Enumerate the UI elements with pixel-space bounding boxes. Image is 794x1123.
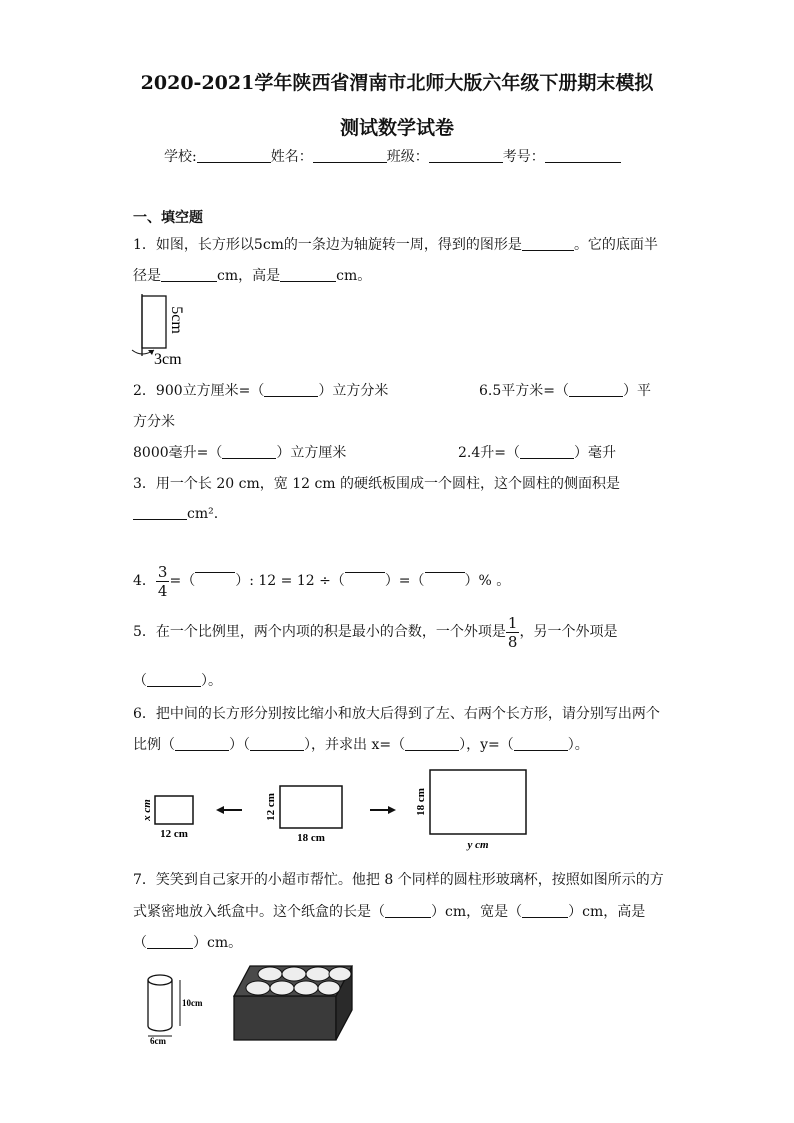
q4-fraction-den: 4 bbox=[157, 581, 168, 600]
q5-line1 bbox=[133, 612, 617, 652]
q5-fraction-num: 1 bbox=[507, 613, 518, 632]
q5-text-a: 5．在一个比例里，两个内项的积是最小的合数，一个外项是 bbox=[133, 624, 506, 640]
q4-prefix: 4． bbox=[133, 573, 156, 589]
q1-text-d: cm，高是 bbox=[217, 268, 281, 284]
q4-blank-3[interactable] bbox=[425, 558, 465, 573]
q3-line1: 3．用一个长 20 cm，宽 12 cm 的硬纸板围成一个圆柱，这个圆柱的侧面积是 bbox=[133, 476, 621, 492]
id-label: 考号： bbox=[502, 149, 545, 165]
school-label: 学校: bbox=[164, 149, 197, 165]
q1-text-c: 径是 bbox=[133, 268, 161, 284]
q7-blank-height[interactable] bbox=[147, 934, 193, 949]
q7-c1: （ bbox=[133, 935, 147, 951]
q1-blank-height[interactable] bbox=[280, 267, 336, 282]
q6-left-rectangle bbox=[155, 796, 193, 824]
q6-right-width: y cm bbox=[467, 839, 489, 851]
q7-cylinder-top bbox=[148, 975, 172, 985]
q3-line2 bbox=[133, 505, 218, 522]
q1-line1 bbox=[133, 234, 658, 254]
exam-title-line1: 2020-2021学年陕西省渭南市北师大版六年级下册期末模拟 bbox=[140, 72, 654, 94]
q7-cup bbox=[282, 967, 306, 981]
q1-text-b: 。它的底面半 bbox=[573, 237, 658, 253]
q2-d1: 2.4升=（ bbox=[458, 445, 520, 461]
name-field[interactable] bbox=[313, 148, 387, 163]
q1-line2 bbox=[133, 265, 371, 285]
q1-rectangle-figure bbox=[128, 290, 208, 366]
q6-middle-height: 12 cm bbox=[265, 793, 277, 821]
q2-blank-d[interactable] bbox=[520, 444, 574, 459]
q4-p2: ）: 12 = 12 ÷（ bbox=[235, 573, 345, 589]
q4-fraction-num: 3 bbox=[157, 562, 168, 581]
q6-middle-width: 18 cm bbox=[297, 832, 325, 844]
q2-line1b bbox=[479, 380, 651, 400]
q6-middle-rectangle bbox=[280, 786, 342, 828]
q1-blank-radius[interactable] bbox=[161, 267, 217, 282]
q6-arrow-left-head bbox=[216, 806, 224, 814]
q2-a1: 2．900立方厘米=（ bbox=[133, 383, 265, 399]
q1-text-a: 1．如图，长方形以5cm的一条边为轴旋转一周，得到的图形是 bbox=[133, 237, 522, 253]
q2-blank-c[interactable] bbox=[222, 444, 276, 459]
q7-cup bbox=[329, 967, 351, 981]
q2-line1a bbox=[133, 380, 388, 400]
q3-blank[interactable] bbox=[133, 505, 187, 520]
q6-line1: 6．把中间的长方形分别按比缩小和放大后得到了左、右两个长方形，请分别写出两个 bbox=[133, 706, 660, 722]
q3-unit: cm². bbox=[187, 506, 219, 522]
q7-cup bbox=[294, 981, 318, 995]
q4-blank-2[interactable] bbox=[345, 558, 385, 573]
q6-b1: 比例（ bbox=[133, 737, 175, 753]
q7-cup bbox=[246, 981, 270, 995]
q5-text-c: （ bbox=[133, 673, 147, 689]
q7-cup bbox=[270, 981, 294, 995]
class-label: 班级： bbox=[386, 149, 429, 165]
q1-blank-shape[interactable] bbox=[522, 236, 574, 251]
class-field[interactable] bbox=[429, 148, 503, 163]
q5-text-b: ，另一个外项是 bbox=[519, 624, 618, 640]
exam-title-line2: 测试数学试卷 bbox=[339, 117, 454, 139]
q4-p1: =（ bbox=[169, 573, 196, 589]
q5-text-d: ）。 bbox=[201, 673, 222, 689]
q4-p3: ）=（ bbox=[384, 573, 425, 589]
q7-b2: ）cm，宽是（ bbox=[431, 904, 523, 920]
q1-rectangle bbox=[142, 296, 166, 348]
q6-rectangles-figure bbox=[140, 766, 540, 852]
q2-c2: ）立方厘米 bbox=[276, 445, 347, 461]
q6-blank-y[interactable] bbox=[514, 736, 568, 751]
q5-line2 bbox=[133, 670, 222, 690]
school-field[interactable] bbox=[197, 148, 271, 163]
q2-b2: ）平 bbox=[623, 383, 651, 399]
q6-arrow-right-head bbox=[388, 806, 396, 814]
q7-cup bbox=[306, 967, 330, 981]
name-label: 姓名： bbox=[270, 149, 313, 165]
q6-blank-ratio1[interactable] bbox=[175, 736, 229, 751]
q2-d2: ）毫升 bbox=[574, 445, 616, 461]
q2-line3b bbox=[458, 442, 616, 462]
q6-left-width: 12 cm bbox=[160, 828, 188, 840]
q6-right-height: 18 cm bbox=[415, 788, 427, 816]
q5-fraction-den: 8 bbox=[507, 632, 518, 651]
q7-c2: ）cm。 bbox=[193, 935, 243, 951]
q6-blank-ratio2[interactable] bbox=[250, 736, 304, 751]
q7-box-front bbox=[234, 996, 336, 1040]
q7-line1: 7．笑笑到自己家开的小超市帮忙。他把 8 个同样的圆柱形玻璃杯，按照如图所示的方 bbox=[133, 872, 664, 888]
q6-b3: ），并求出 x=（ bbox=[304, 737, 406, 753]
q6-left-height: x cm bbox=[141, 799, 153, 821]
q1-text-e: cm。 bbox=[336, 268, 372, 284]
q7-blank-width[interactable] bbox=[522, 903, 568, 918]
q6-right-rectangle bbox=[430, 770, 526, 834]
section-fill-in: 一、填空题 bbox=[133, 210, 203, 226]
q2-blank-b[interactable] bbox=[569, 382, 623, 397]
q7-cup bbox=[318, 981, 340, 995]
q7-height-label: 10cm bbox=[182, 998, 203, 1008]
q1-label-height: 5cm bbox=[168, 306, 185, 334]
q6-line2 bbox=[133, 734, 589, 754]
q6-b4: ），y=（ bbox=[459, 737, 514, 753]
id-field[interactable] bbox=[545, 148, 621, 163]
q5-blank[interactable] bbox=[147, 672, 201, 687]
q2-line3a bbox=[133, 442, 346, 462]
q7-cup bbox=[258, 967, 282, 981]
q7-diameter-label: 6cm bbox=[150, 1036, 166, 1046]
q2-a2: ）立方分米 bbox=[318, 383, 389, 399]
q6-b5: ）。 bbox=[567, 737, 589, 753]
q7-cylinder-bottom bbox=[148, 1026, 172, 1031]
q6-blank-x[interactable] bbox=[405, 736, 459, 751]
q7-box-figure bbox=[228, 960, 358, 1042]
q7-line3 bbox=[133, 932, 242, 952]
q7-blank-length[interactable] bbox=[385, 903, 431, 918]
q2-b1: 6.5平方米=（ bbox=[479, 383, 569, 399]
q4-blank-1[interactable] bbox=[195, 558, 235, 573]
q7-line2 bbox=[133, 901, 645, 921]
q5-fraction bbox=[506, 614, 520, 651]
q2-blank-a[interactable] bbox=[264, 382, 318, 397]
q7-b1: 式紧密地放入纸盒中。这个纸盒的长是（ bbox=[133, 904, 385, 920]
q2-c1: 8000毫升=（ bbox=[133, 445, 223, 461]
q4-p4: ）% 。 bbox=[464, 573, 511, 589]
q2-line2: 方分米 bbox=[133, 414, 175, 430]
q7-b3: ）cm，高是 bbox=[568, 904, 646, 920]
header-fields bbox=[164, 146, 621, 166]
q1-label-width: 3cm bbox=[154, 351, 182, 366]
q4-fraction bbox=[156, 563, 170, 600]
q6-b2: ）（ bbox=[229, 737, 250, 753]
q4-line bbox=[133, 558, 510, 598]
q7-cylinder-figure bbox=[136, 968, 216, 1048]
